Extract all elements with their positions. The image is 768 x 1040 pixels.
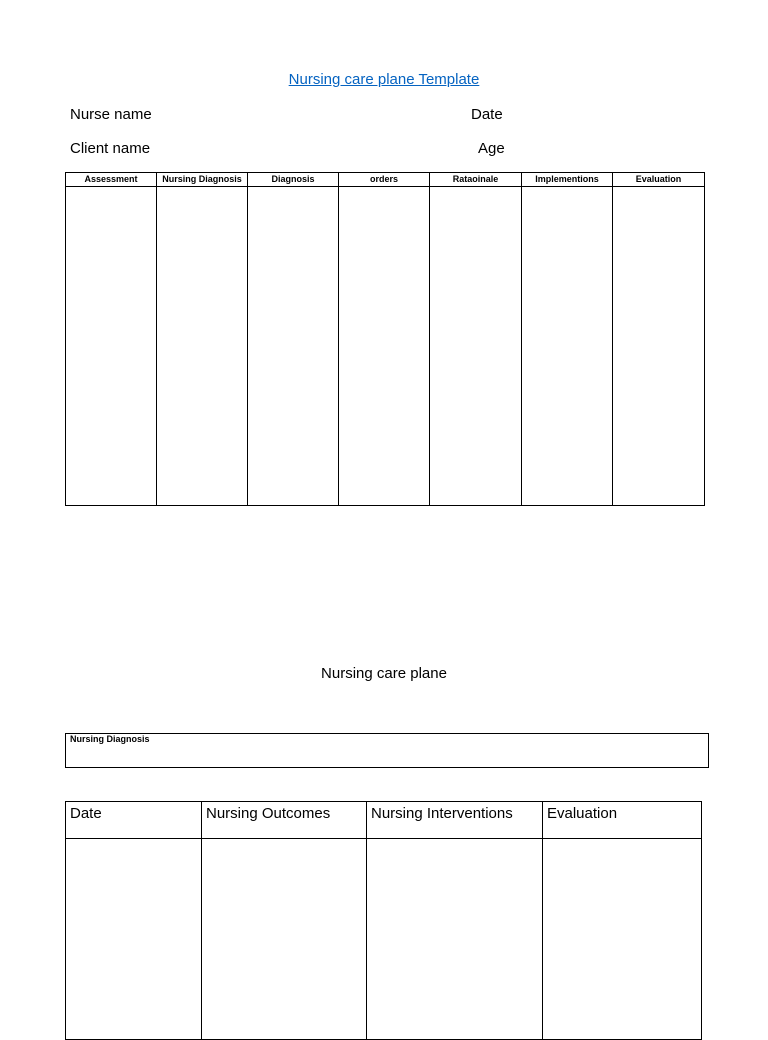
column-header-evaluation: Evaluation [613, 173, 705, 187]
assessment-cell[interactable] [66, 187, 157, 506]
column-header-date: Date [66, 802, 202, 839]
column-header-diagnosis: Diagnosis [248, 173, 339, 187]
nursing-outcomes-cell[interactable] [202, 839, 367, 1040]
section-title: Nursing care plane [321, 665, 447, 682]
date-cell[interactable] [66, 839, 202, 1040]
care-plan-header-row [66, 173, 705, 187]
date-label: Date [471, 106, 503, 123]
nursing-diagnosis-box-label: Nursing Diagnosis [70, 734, 150, 744]
nursing-diagnosis-cell[interactable] [157, 187, 248, 506]
column-header-implementations: Implementions [522, 173, 613, 187]
column-header-outcome-evaluation: Evaluation [543, 802, 702, 839]
table-row [66, 187, 705, 506]
outcome-header-row [66, 802, 702, 839]
age-label: Age [478, 140, 505, 157]
outcome-table [65, 801, 702, 1040]
column-header-orders: orders [339, 173, 430, 187]
orders-cell[interactable] [339, 187, 430, 506]
table-row [66, 839, 702, 1040]
nurse-name-label: Nurse name [70, 106, 152, 123]
client-name-label: Client name [70, 140, 151, 157]
nursing-interventions-cell[interactable] [367, 839, 543, 1040]
nursing-diagnosis-box[interactable] [65, 733, 709, 768]
column-header-nursing-outcomes: Nursing Outcomes [202, 802, 367, 839]
care-plan-table [65, 172, 705, 506]
template-title [0, 70, 768, 90]
diagnosis-cell[interactable] [248, 187, 339, 506]
evaluation-cell[interactable] [613, 187, 705, 506]
implementations-cell[interactable] [522, 187, 613, 506]
column-header-nursing-diagnosis: Nursing Diagnosis [157, 173, 248, 187]
template-title-link[interactable]: Nursing care plane Template [288, 71, 480, 88]
column-header-nursing-interventions: Nursing Interventions [367, 802, 543, 839]
column-header-rationale: Rataoinale [430, 173, 522, 187]
rationale-cell[interactable] [430, 187, 522, 506]
outcome-evaluation-cell[interactable] [543, 839, 702, 1040]
column-header-assessment: Assessment [66, 173, 157, 187]
